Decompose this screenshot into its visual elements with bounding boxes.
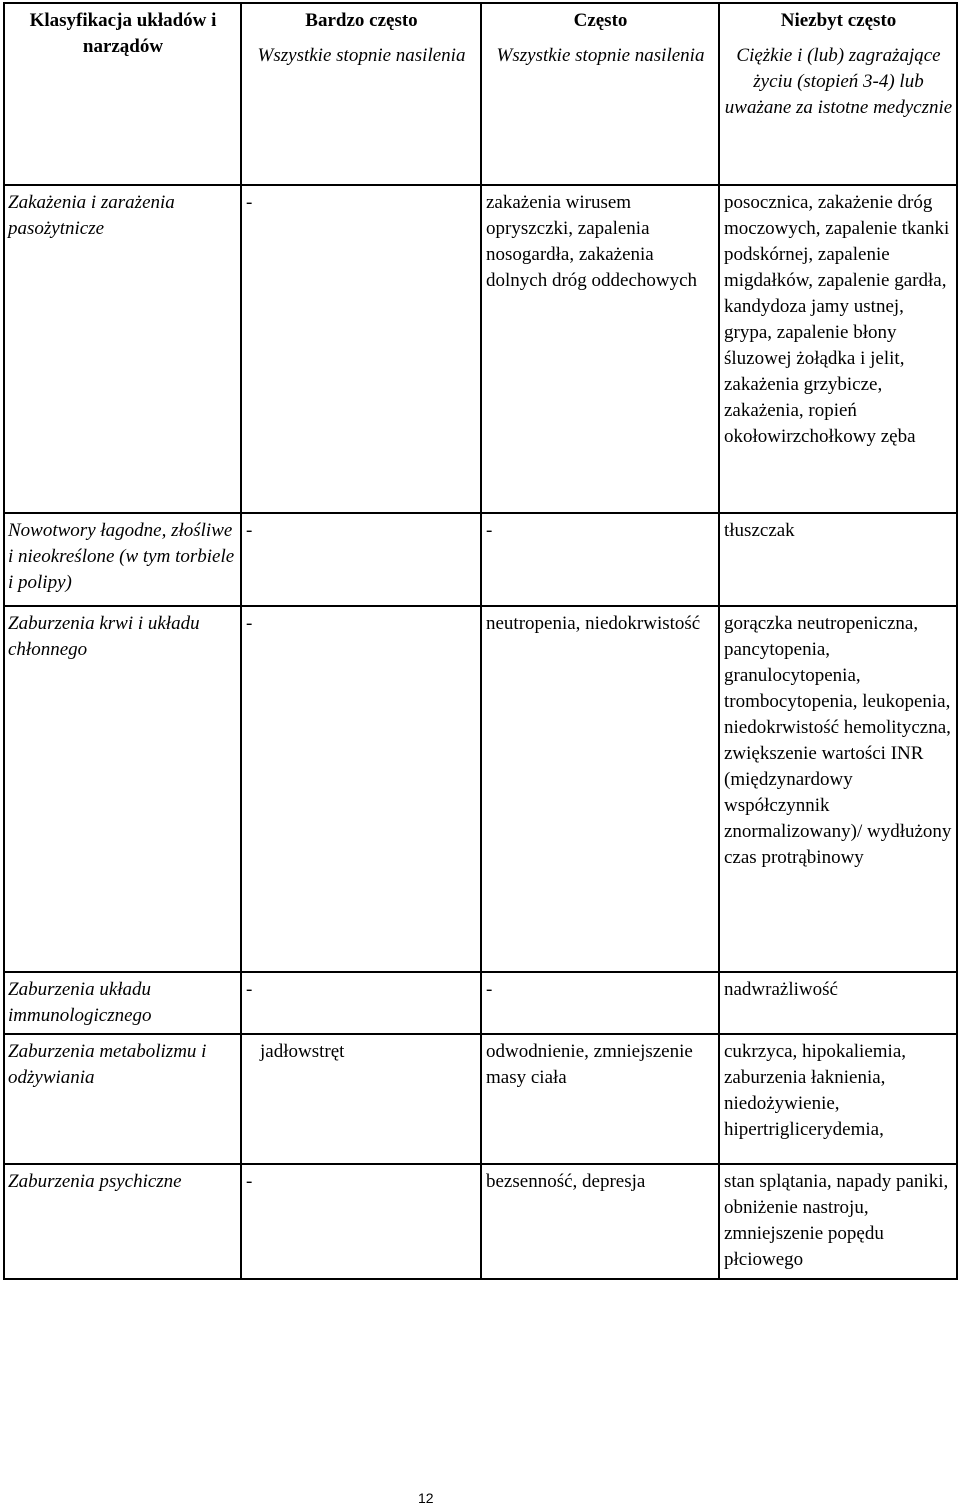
common-cell: bezsenność, depresja <box>481 1164 719 1279</box>
header-organ-class <box>4 3 241 185</box>
organ-class-cell: Zakażenia i zarażenia pasożytnicze <box>4 185 241 513</box>
uncommon-cell: nadwrażliwość <box>719 972 957 1034</box>
very-common-cell: - <box>241 972 481 1034</box>
header-common-title: Często <box>573 10 628 31</box>
common-cell: zakażenia wirusem opryszczki, zapalenia nosogardła, zakażenia dolnych dróg oddechowych <box>481 185 719 513</box>
header-uncommon-sub: Ciężkie i (lub) zagrażające życiu (stopień 3-4) lub uważane za istotne medycznie <box>724 45 953 118</box>
table-row <box>4 972 957 1034</box>
organ-class-cell: Zaburzenia układu immunologicznego <box>4 972 241 1034</box>
adverse-reactions-table <box>3 2 958 1280</box>
very-common-cell: jadłowstręt <box>241 1034 481 1164</box>
table-row <box>4 185 957 513</box>
header-row <box>4 3 957 185</box>
common-cell: neutropenia, niedokrwistość <box>481 606 719 972</box>
uncommon-cell: tłuszczak <box>719 513 957 606</box>
page-number: 12 <box>418 1490 434 1506</box>
uncommon-cell: cukrzyca, hipokaliemia, zaburzenia łaknienia, niedożywienie, hipertriglicerydemia, <box>719 1034 957 1164</box>
very-common-cell: - <box>241 513 481 606</box>
organ-class-cell: Zaburzenia krwi i układu chłonnego <box>4 606 241 972</box>
very-common-cell: - <box>241 185 481 513</box>
common-cell: - <box>481 972 719 1034</box>
very-common-cell: - <box>241 606 481 972</box>
uncommon-cell: posocznica, zakażenie dróg moczowych, zapalenie tkanki podskórnej, zapalenie migdałków, zapalenie gardła, kandydoza jamy ustnej, grypa, zapalenie błony śluzowej żołądka i jelit, zakażenia grzybicze, zakażenia, ropień okołowirzchołkowy zęba <box>719 185 957 513</box>
table-row <box>4 1034 957 1164</box>
organ-class-cell: Zaburzenia psychiczne <box>4 1164 241 1279</box>
header-uncommon-title: Niezbyt często <box>780 10 897 31</box>
organ-class-cell: Zaburzenia metabolizmu i odżywiania <box>4 1034 241 1164</box>
table-row <box>4 513 957 606</box>
header-organ-class-title: Klasyfikacja układów i narządów <box>29 10 217 57</box>
uncommon-cell: stan splątania, napady paniki, obniżenie nastroju, zmniejszenie popędu płciowego <box>719 1164 957 1279</box>
header-uncommon <box>719 3 957 185</box>
organ-class-cell: Nowotwory łagodne, złośliwe i nieokreślone (w tym torbiele i polipy) <box>4 513 241 606</box>
table-row <box>4 1164 957 1279</box>
header-common-sub: Wszystkie stopnie nasilenia <box>496 45 705 66</box>
common-cell: - <box>481 513 719 606</box>
header-very-common-sub: Wszystkie stopnie nasilenia <box>257 45 466 66</box>
header-very-common <box>241 3 481 185</box>
uncommon-cell: gorączka neutropeniczna, pancytopenia, granulocytopenia, trombocytopenia, leukopenia, niedokrwistość hemolityczna, zwiększenie wartości INR (międzynardowy współczynnik znormalizowany)/ wydłużony czas protrąbinowy <box>719 606 957 972</box>
header-common <box>481 3 719 185</box>
common-cell: odwodnienie, zmniejszenie masy ciała <box>481 1034 719 1164</box>
table-row <box>4 606 957 972</box>
header-very-common-title: Bardzo często <box>305 10 418 31</box>
very-common-cell: - <box>241 1164 481 1279</box>
